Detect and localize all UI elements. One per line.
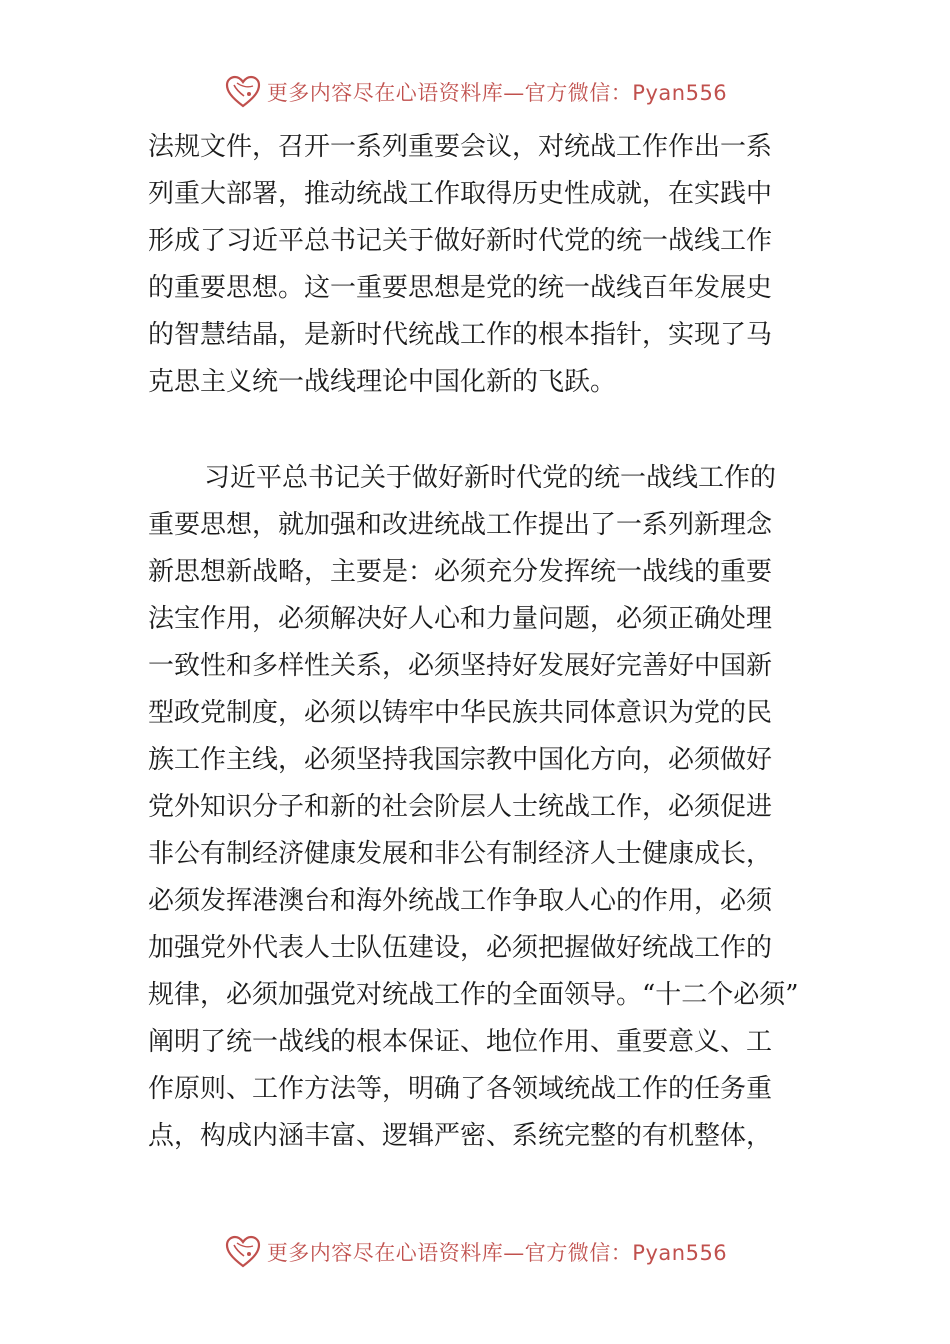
text-line: 型政党制度，必须以铸牢中华民族共同体意识为党的民 xyxy=(148,698,773,728)
text-line: 点，构成内涵丰富、逻辑严密、系统完整的有机整体， xyxy=(148,1121,773,1151)
paragraph-gap xyxy=(148,406,808,455)
heart-logo-icon xyxy=(223,72,263,112)
text-line: 法规文件，召开一系列重要会议，对统战工作作出一系 xyxy=(148,132,773,162)
text-line: 必须发挥港澳台和海外统战工作争取人心的作用，必须 xyxy=(148,886,773,916)
paragraph xyxy=(148,455,808,1160)
text-line: 阐明了统一战线的根本保证、地位作用、重要意义、工 xyxy=(148,1027,773,1057)
footer-banner-text: 更多内容尽在心语资料库—官方微信：Pyan556 xyxy=(266,1241,728,1265)
text-line: 克思主义统一战线理论中国化新的飞跃。 xyxy=(148,367,617,397)
text-line: 的重要思想。这一重要思想是党的统一战线百年发展史 xyxy=(148,273,773,303)
text-line: 法宝作用，必须解决好人心和力量问题，必须正确处理 xyxy=(148,604,773,634)
text-line: 的智慧结晶，是新时代统战工作的根本指针，实现了马 xyxy=(148,320,773,350)
text-line: 作原则、工作方法等，明确了各领域统战工作的任务重 xyxy=(148,1074,773,1104)
text-line: 新思想新战略，主要是：必须充分发挥统一战线的重要 xyxy=(148,557,773,587)
header-banner xyxy=(0,70,950,114)
text-line: 加强党外代表人士队伍建设，必须把握做好统战工作的 xyxy=(148,933,773,963)
text-line-indented xyxy=(148,455,808,502)
text-line: 族工作主线，必须坚持我国宗教中国化方向，必须做好 xyxy=(148,745,773,775)
text-line: 重要思想，就加强和改进统战工作提出了一系列新理念 xyxy=(148,510,773,540)
text-line: 非公有制经济健康发展和非公有制经济人士健康成长， xyxy=(148,839,773,869)
footer-banner xyxy=(0,1230,950,1274)
text-line-content: 习近平总书记关于做好新时代党的统一战线工作的 xyxy=(204,463,777,493)
text-line: 党外知识分子和新的社会阶层人士统战工作，必须促进 xyxy=(148,792,773,822)
paragraph xyxy=(148,124,808,406)
document-body xyxy=(148,124,808,1160)
header-banner-text: 更多内容尽在心语资料库—官方微信：Pyan556 xyxy=(266,81,728,105)
text-line: 规律，必须加强党对统战工作的全面领导。“十二个必须” xyxy=(148,980,799,1010)
heart-logo-icon xyxy=(223,1232,263,1272)
text-line: 列重大部署，推动统战工作取得历史性成就，在实践中 xyxy=(148,179,773,209)
text-line: 一致性和多样性关系，必须坚持好发展好完善好中国新 xyxy=(148,651,773,681)
text-line: 形成了习近平总书记关于做好新时代党的统一战线工作 xyxy=(148,226,773,256)
